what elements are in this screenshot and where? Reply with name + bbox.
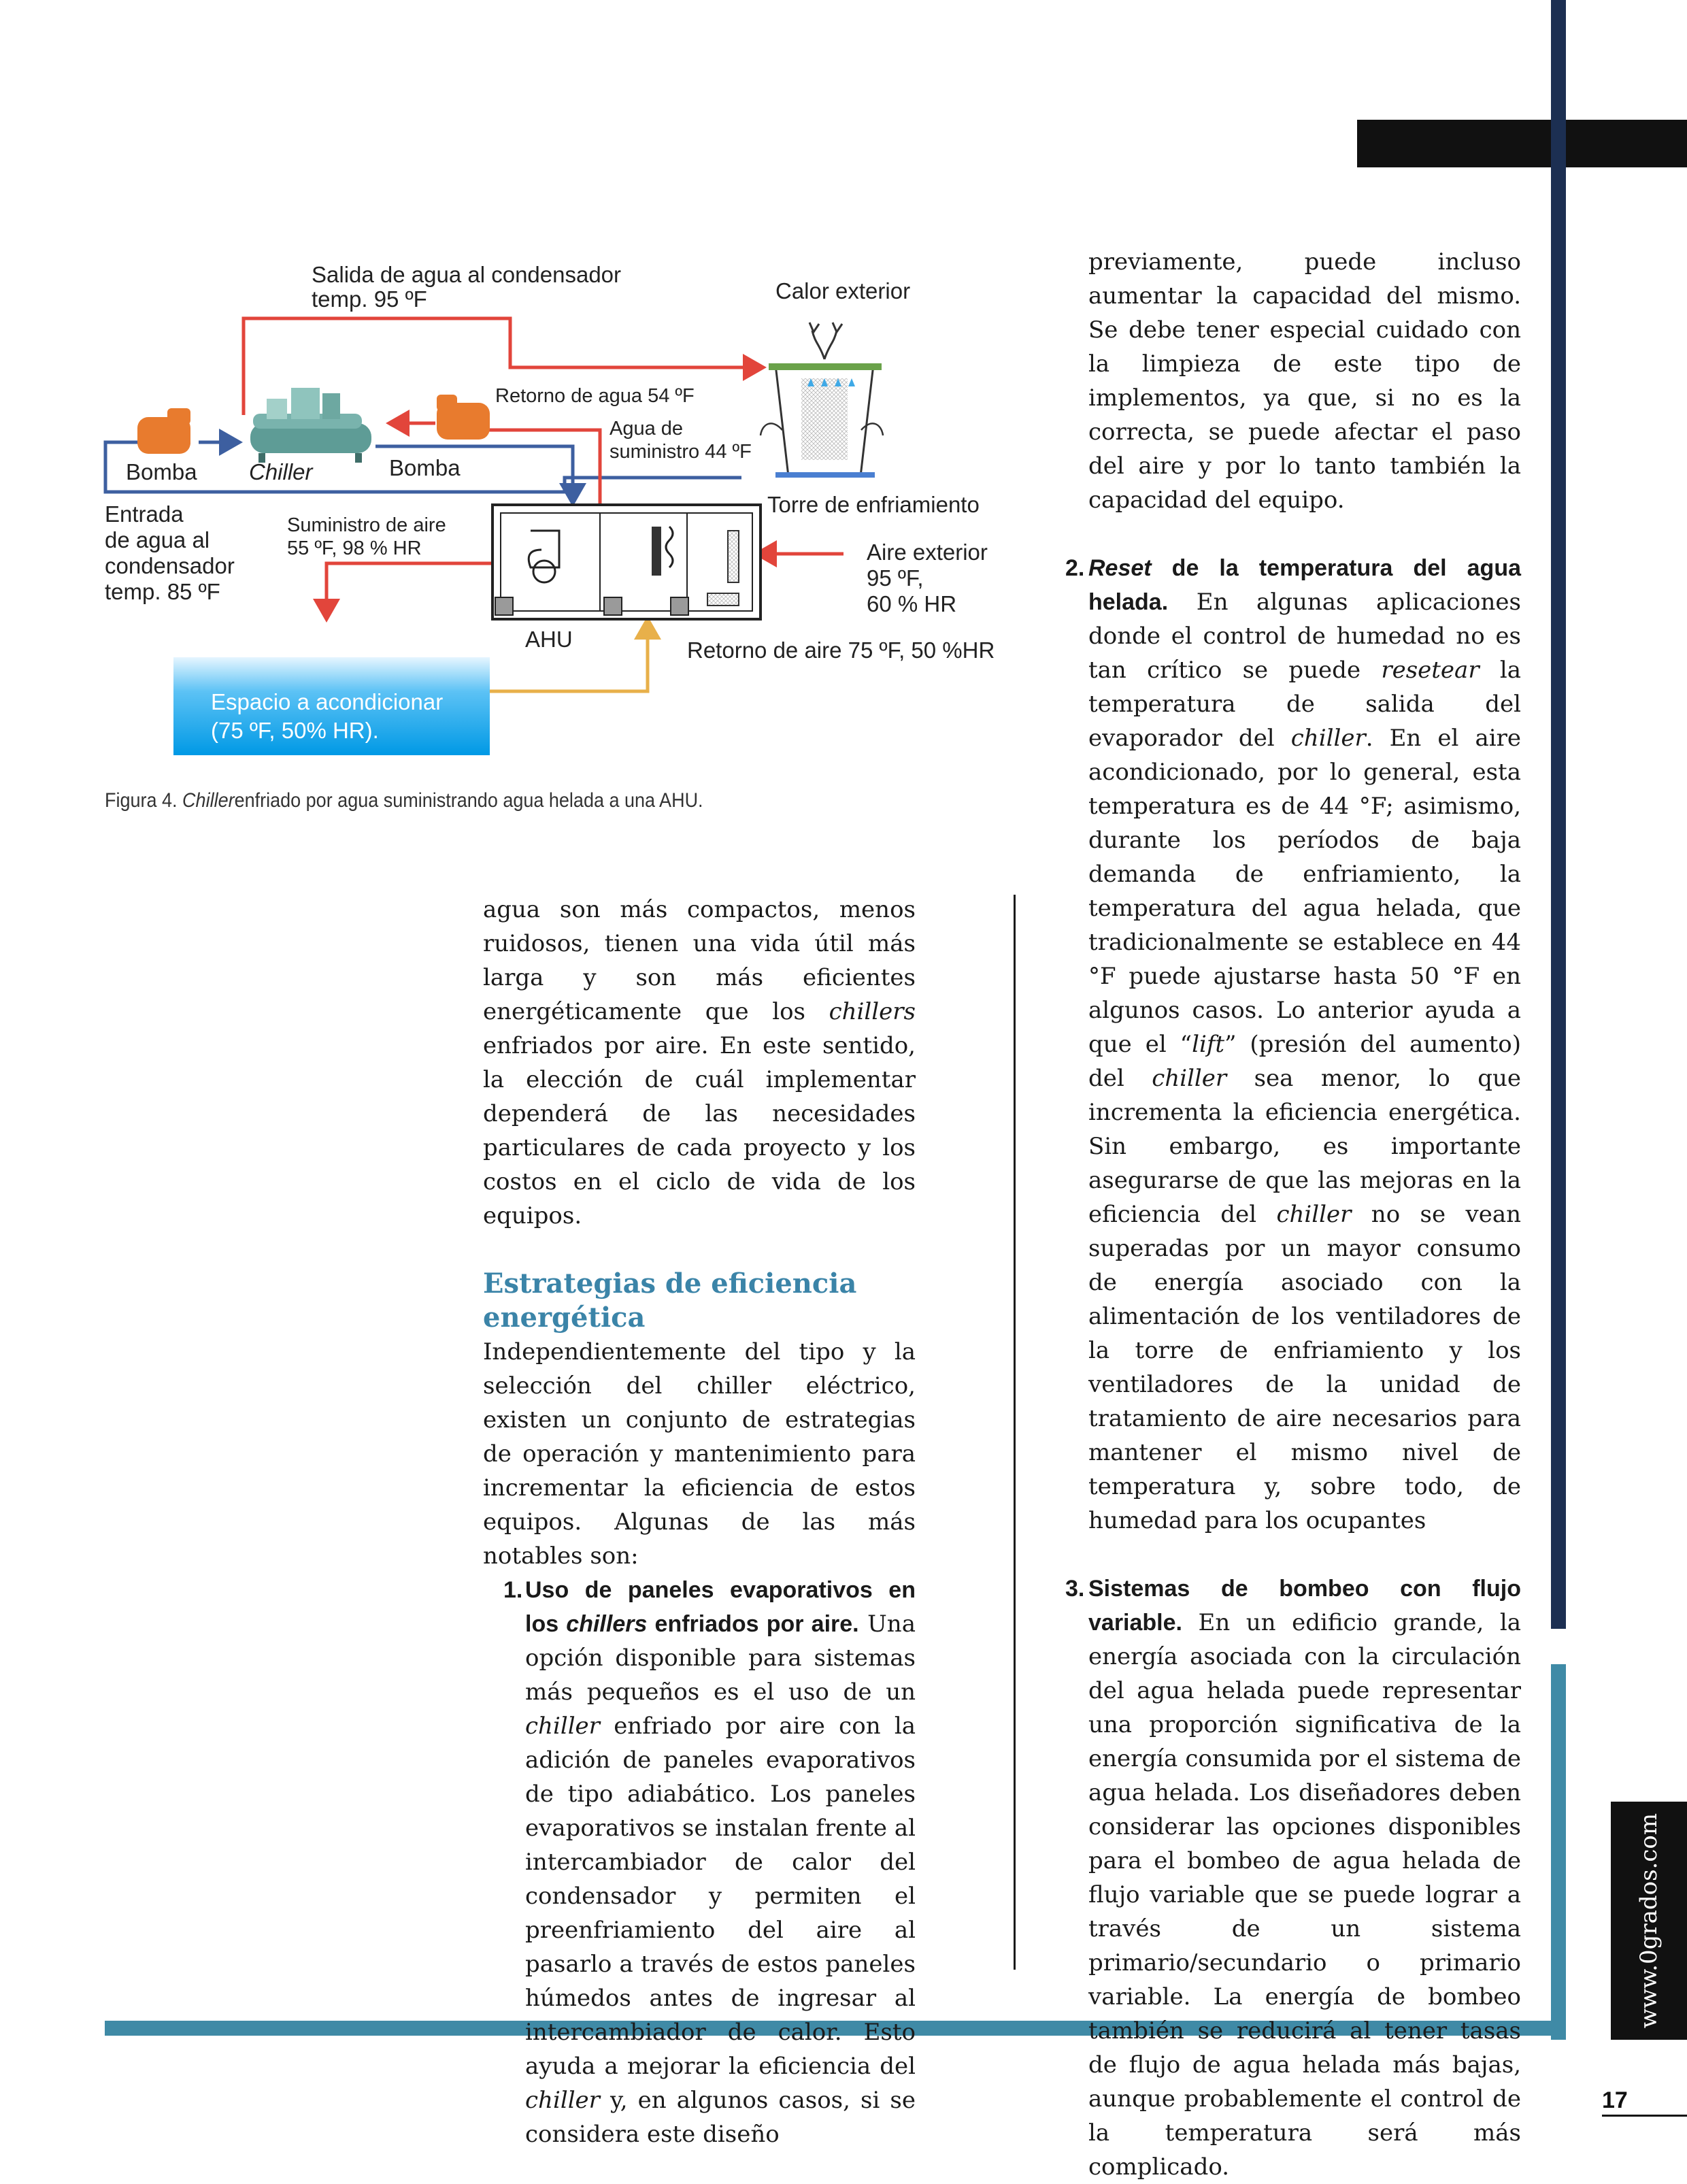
label-entrada-1: Entrada: [105, 501, 184, 527]
caption-italic: Chiller: [182, 789, 235, 812]
label-espacio-1: Espacio a acondicionar: [211, 689, 444, 714]
label-bomba-left: Bomba: [126, 459, 197, 484]
paragraph-continued: previamente, puede incluso aumentar la capacidad del mismo. Se debe tener especial cuidado con la limpieza de este tipo de implementos, ya que, si no es la correcta, se puede afectar el paso del aire y por lo tanto también la capacidad del equipo.: [1088, 248, 1521, 514]
item-1-number: 1.: [503, 1577, 523, 1603]
caption-prefix: Figura 4.: [105, 789, 178, 812]
label-bomba-right: Bomba: [389, 455, 461, 480]
label-entrada-4: temp. 85 ºF: [105, 579, 220, 604]
label-salida: Salida de agua al condensador: [312, 262, 622, 287]
column-left: [483, 893, 916, 2151]
label-agua-de: Agua de: [609, 418, 684, 440]
label-retorno-aire: Retorno de aire 75 ºF, 50 %HR: [687, 638, 995, 663]
section-heading: Estrategias de eficiencia energética: [483, 1268, 857, 1334]
item-3-number: 3.: [1065, 1576, 1085, 1602]
label-espacio-2: (75 ºF, 50% HR).: [211, 718, 379, 743]
label-torre: Torre de enfriamiento: [767, 492, 980, 517]
paragraph-strategies: Independientemente del tipo y la selección del chiller eléctrico, existen un conjunto de estrategias de operación y mantenimiento para incrementar la eficiencia de estos equipos. Algunas de las más notables son:: [483, 1338, 916, 1570]
label-entrada-3: condensador: [105, 553, 235, 578]
label-salida-temp: temp. 95 ºF: [312, 286, 427, 312]
pump-left-icon: [137, 408, 190, 454]
column-right: [1065, 245, 1522, 2184]
label-aire-exterior-1: Aire exterior: [867, 540, 988, 565]
top-black-bar: [1357, 120, 1687, 167]
page-number-underline: [1602, 2115, 1687, 2117]
pump-right-icon: [437, 395, 490, 440]
chilled-return-line: [468, 430, 600, 507]
label-ahu: AHU: [525, 627, 573, 652]
figure-caption: [105, 789, 703, 812]
label-suministro-44: suministro 44 ºF: [609, 441, 752, 463]
label-chiller: Chiller: [249, 459, 313, 484]
website-url[interactable]: www.0grados.com: [1635, 1813, 1663, 2029]
supply-air-line: [327, 563, 491, 619]
label-entrada-2: de agua al: [105, 527, 210, 552]
label-aire-exterior-2: 95 ºF,: [867, 565, 924, 591]
label-retorno-agua: Retorno de agua 54 ºF: [495, 385, 695, 407]
column-divider: [1014, 895, 1016, 1970]
cooling-tower-icon: [761, 322, 883, 478]
list-item-3: 3. Sistemas de bombeo con flujo variable. En un edificio grande, la energía asociada con la circulación del agua helada puede representar una proporción significativa de la energía consumida por el sistema de agua helada. Los diseñadores deben considerar las opciones disponibles para el bombeo de agua helada de flujo variable que se puede lograr a través de un sistema primario/secundario o primario variable. La energía de bombeo también se reducirá al tener tasas de flujo de agua helada más bajas, aunque probablemente el control de la temperatura será más complicado.: [1065, 1572, 1521, 2184]
caption-rest: enfriado por agua suministrando agua helada a una AHU.: [234, 789, 703, 812]
paragraph-intro: agua son más compactos, menos ruidosos, tienen una vida útil más larga y son más eficientes energéticamente que los chillers enfriados por aire. En este sentido, la elección de cuál implementar dependerá de las necesidades particulares de cada proyecto y los costos en el ciclo de vida de los equipos.: [483, 896, 916, 1229]
label-suministro-aire-2: 55 ºF, 98 % HR: [287, 537, 422, 559]
label-calor-exterior: Calor exterior: [775, 278, 911, 303]
ahu-icon: [492, 505, 761, 619]
label-aire-exterior-3: 60 % HR: [867, 591, 957, 616]
list-item-1: 1. Uso de paneles evaporativos en los chillers enfriados por aire. Una opción disponible para sistemas más pequeños es el uso de un chiller enfriado por aire con la adición de paneles evaporativos de tipo adiabático. Los paneles evaporativos se instalan frente al intercambiador de calor del condensador y permiten el preenfriamiento del aire al pasarlo a través de estos paneles húmedos antes de ingresar al intercambiador de calor. Esto ayuda a mejorar la eficiencia del chiller y, en algunos casos, si se considera este diseño: [483, 1573, 916, 2151]
item-2-number: 2.: [1065, 555, 1085, 581]
right-teal-stripe: [1551, 1664, 1566, 2040]
figure-diagram: [95, 252, 1000, 769]
right-navy-stripe: [1551, 0, 1566, 1629]
chiller-icon: [250, 388, 371, 463]
page-number: 17: [1602, 2087, 1628, 2113]
label-suministro-aire-1: Suministro de aire: [287, 514, 446, 536]
list-item-2: 2. Reset de la temperatura del agua helada. En algunas aplicaciones donde el control de humedad no es tan crítico se puede resetear la temperatura de salida del evaporador del chiller. En el aire acondicionado, por lo general, esta temperatura es de 44 °F; asimismo, durante los períodos de baja demanda de enfriamiento, la temperatura del agua helada, que tradicionalmente se establece en 44 °F puede ajustarse hasta 50 °F en algunos casos. Lo anterior ayuda a que el “lift” (presión del aumento) del chiller sea menor, lo que incrementa la eficiencia energética. Sin embargo, es importante asegurarse de que las mejoras en la eficiencia del chiller no se vean superadas por un mayor consumo de energía asociado con la alimentación de los ventiladores de la torre de enfriamiento y los ventiladores de la unidad de tratamiento de aire necesarios para mantener el mismo nivel de temperatura y, sobre todo, de humedad para los ocupantes: [1065, 551, 1521, 1538]
